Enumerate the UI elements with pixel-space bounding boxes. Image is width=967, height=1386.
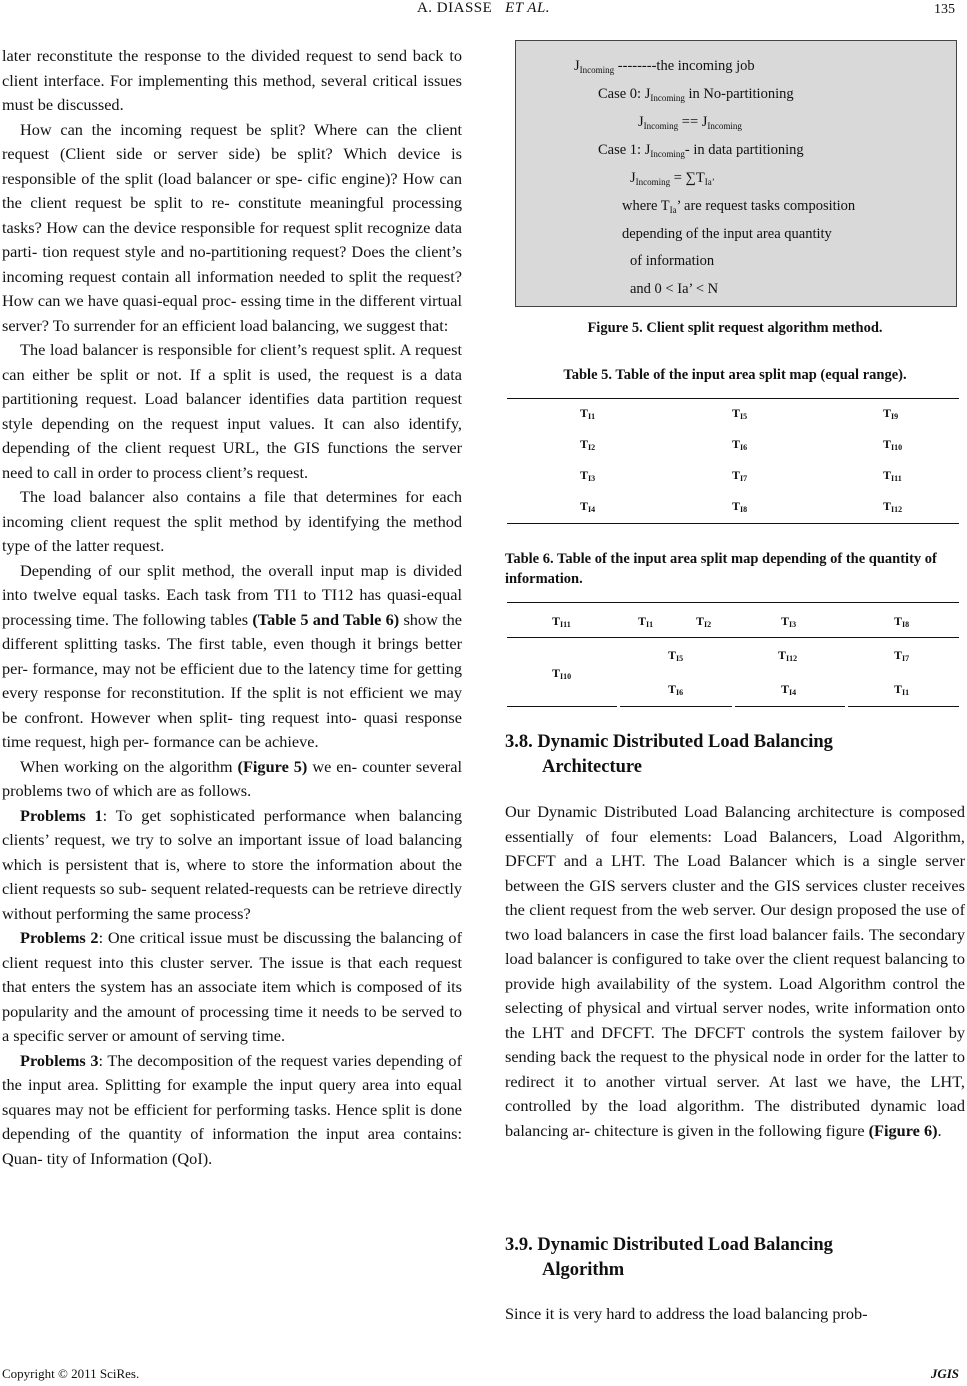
left-column bbox=[2, 44, 462, 1171]
problem-paragraph bbox=[2, 926, 462, 1049]
paragraph: later reconstitute the response to the divided request to send back to client interface. For implementing this method, several critical issues must be discussed. bbox=[2, 46, 462, 114]
paragraph: How can the incoming request be split? Where can the client request (Client side or server side) be split? Which device is responsible of the split (load balancer or spe- cific engine)? How can the client request be split to re- constitute meaningful processing tasks? How can the device responsible for request split recognize data parti- tion request style and no-partitioning request? Does the client’s incoming request contain all information needed to split the request? How can we have quasi-equal proc- essing time in the different virtual server? To surrender for an efficient load balancing, we suggest that: bbox=[2, 119, 462, 335]
table-5-cell: $T_{I4}$ bbox=[580, 499, 596, 514]
figure-reference: (Figure 6) bbox=[868, 1120, 938, 1140]
algo-line: depending of the input area quantity bbox=[622, 226, 832, 242]
algo-line: Case 1: $J_{Incoming}-$ in data partitioning bbox=[598, 142, 804, 159]
problem-paragraph bbox=[2, 1049, 462, 1172]
algo-line: $J_{Incoming} = \sum T_{Ia’}$ bbox=[630, 170, 715, 187]
running-header bbox=[0, 0, 967, 17]
header-authors: A. DIASSE bbox=[416, 0, 493, 16]
algo-line: of information bbox=[630, 253, 715, 269]
section-3-8-body bbox=[505, 800, 965, 1143]
paragraph bbox=[505, 800, 965, 1143]
table-6-cell: $T_{I10}$ bbox=[552, 666, 572, 681]
paragraph bbox=[2, 559, 462, 755]
table-6-cell: $T_{I5}$ bbox=[668, 648, 684, 663]
paragraph: The load balancer also contains a file that determines for each incoming client request the split method by identifying the method type of the latter request. bbox=[2, 487, 462, 555]
section-3-8-heading bbox=[505, 730, 833, 780]
table-6-cell: $T_{I1}$ bbox=[894, 682, 910, 697]
figure-reference: (Figure 5) bbox=[237, 756, 308, 776]
algo-line: and 0 < Ia’ < N bbox=[630, 281, 719, 297]
text-run: Our Dynamic Distributed Load Balancing architecture is composed essentially of four elements: Load Balancers, Load Algorithm, DFCFT and a LHT. The Load Balancer which is a single server between the GIS servers cluster and the GIS services cluster receives the client request from the web server. Our design proposed the use of two load balancers in case the first load balancer fails. The secondary load balancer is configured to take over the client request balancing to provide high availability of the system. Load Algorithm control the selecting of physical and virtual server nodes, write information onto the LHT and DFCFT. The DFCFT controls the system failover by sending back the request to the physical node in order for the latter to redirect it to another virtual server. At last we have, the LHT, controlled by the load algorithm. The distributed dynamic load balancing ar- chitecture is given in the following figure bbox=[505, 802, 965, 1140]
header-et-al: ET AL. bbox=[505, 0, 551, 16]
heading-line: Architecture bbox=[542, 757, 642, 777]
table-5-cell: $T_{I2}$ bbox=[580, 437, 596, 452]
problem-label: Problems 2 bbox=[20, 928, 99, 947]
paragraph: The load balancer is responsible for client’s request split. A request can either be split or not. If a split is used, the request is a data partitioning request. Load balancer identifies data partition request style depending on the request input values. It can also identify, depending of the client request URL, the GIS functions the server need to call in order to process client’s request. bbox=[2, 340, 462, 482]
footer-copyright: Copyright © 2011 SciRes. bbox=[2, 1366, 140, 1381]
section-3-9-body bbox=[505, 1302, 965, 1327]
text-run: show the different splitting tasks. The first table, even though it brings better per- formance, may not be efficient due to the latency time for getting every response for reconstitution. If the split is not efficient we may be confront. However when split- ting request into- quasi response time request, high per- formance can be achieve. bbox=[2, 609, 462, 751]
problem-label: Problems 3 bbox=[20, 1050, 99, 1070]
table-6-caption: Table 6. Table of the input area split map depending of the quantity of information. bbox=[505, 551, 937, 587]
table-6-cell: $T_{I7}$ bbox=[894, 648, 910, 663]
table-6-cell: $T_{I1}$ bbox=[638, 614, 654, 629]
table-5-cell: $T_{I9}$ bbox=[883, 406, 899, 421]
problem-text: : The decomposition of the request varies depending of the input area. Splitting for example the input query area into equal squares may not be efficient for performing tasks. Hence split is done depending of the quantity of information the input area contains: Quan- tity of Information (QoI). bbox=[2, 1050, 462, 1168]
table-6-cell: $T_{I11}$ bbox=[552, 614, 571, 629]
problem-label: Problems 1 bbox=[20, 805, 103, 825]
section-3-9-heading bbox=[505, 1233, 833, 1283]
paragraph: Since it is very hard to address the load balancing prob- bbox=[505, 1304, 868, 1323]
text-run: we en- counter several problems two of which are as follows. bbox=[2, 756, 462, 800]
footer-journal: JGIS bbox=[930, 1366, 959, 1381]
table-5-top-rule bbox=[507, 398, 959, 399]
table-5-cell: $T_{I1}$ bbox=[580, 406, 596, 421]
page-number: 135 bbox=[934, 2, 955, 17]
table-6-bottom-rule bbox=[735, 706, 845, 707]
table-5-cell: $T_{I10}$ bbox=[883, 437, 903, 452]
text-run: When working on the algorithm bbox=[20, 756, 238, 776]
problem-paragraph bbox=[2, 804, 462, 927]
table-5-cell: $T_{I8}$ bbox=[732, 499, 748, 514]
paragraph bbox=[2, 755, 462, 804]
table-6-bottom-rule bbox=[848, 706, 959, 707]
table-6-cell: $T_{I6}$ bbox=[668, 682, 684, 697]
table-6-cell: $T_{I4}$ bbox=[781, 682, 797, 697]
table-5-cell: $T_{I11}$ bbox=[883, 468, 902, 483]
algo-line: Case 0: $J_{Incoming}$ in No-partitioning bbox=[598, 86, 794, 103]
table-6-cell: $T_{I2}$ bbox=[696, 614, 712, 629]
table-6-row-rule bbox=[507, 637, 959, 638]
table-6-cell: $T_{I8}$ bbox=[894, 614, 910, 629]
table-6-bottom-rule bbox=[507, 706, 617, 707]
table-5-caption: Table 5. Table of the input area split map (equal range). bbox=[563, 367, 907, 383]
table-5-cell: $T_{I5}$ bbox=[732, 406, 748, 421]
table-5-cell: $T_{I3}$ bbox=[580, 468, 596, 483]
table-6-cell: $T_{I3}$ bbox=[781, 614, 797, 629]
heading-line: 3.8. Dynamic Distributed Load Balancing bbox=[505, 732, 833, 752]
table-6-top-rule bbox=[507, 602, 959, 603]
table-5-cell: $T_{I12}$ bbox=[883, 499, 903, 514]
table-5-cell: $T_{I6}$ bbox=[732, 437, 748, 452]
algo-line: $J_{Incoming}$ --------the incoming job bbox=[574, 58, 755, 75]
heading-line: Algorithm bbox=[542, 1260, 625, 1280]
table-6-cell: $T_{I12}$ bbox=[778, 648, 798, 663]
algo-line: $J_{Incoming} == J_{Incoming}$ bbox=[638, 114, 742, 131]
table-5-bottom-rule bbox=[507, 523, 959, 524]
algo-line: where $T_{Ia}$’ are request tasks composition bbox=[622, 198, 856, 215]
table-reference: (Table 5 and Table 6) bbox=[252, 609, 400, 629]
figure-5-algorithm-box bbox=[515, 40, 957, 307]
problem-text: : To get sophisticated performance when balancing clients’ request, we try to solve an important issue of load balancing which is persistent that is, where to store the information about the client requests so sub- sequent related-requests can be retrieve directly without performing the same process? bbox=[2, 805, 463, 923]
text-run: Depending of our split method, the overall input map is divided into twelve equal tasks. Each task from TI1 to TI12 has quasi-equal processing time. The following tables bbox=[2, 560, 462, 629]
figure-5-caption: Figure 5. Client split request algorithm method. bbox=[587, 320, 883, 336]
table-6-bottom-rule bbox=[620, 706, 732, 707]
text-run: . bbox=[937, 1120, 942, 1140]
problem-text: : One critical issue must be discussing the balancing of client request into this cluster server. The issue is that each request that enters the system has an associate item which is composed of its popularity and the amount of processing time it needs to be served to a specific server or amount of serving time. bbox=[2, 928, 462, 1045]
table-5-cell: $T_{I7}$ bbox=[732, 468, 748, 483]
heading-line: 3.9. Dynamic Distributed Load Balancing bbox=[505, 1235, 833, 1255]
